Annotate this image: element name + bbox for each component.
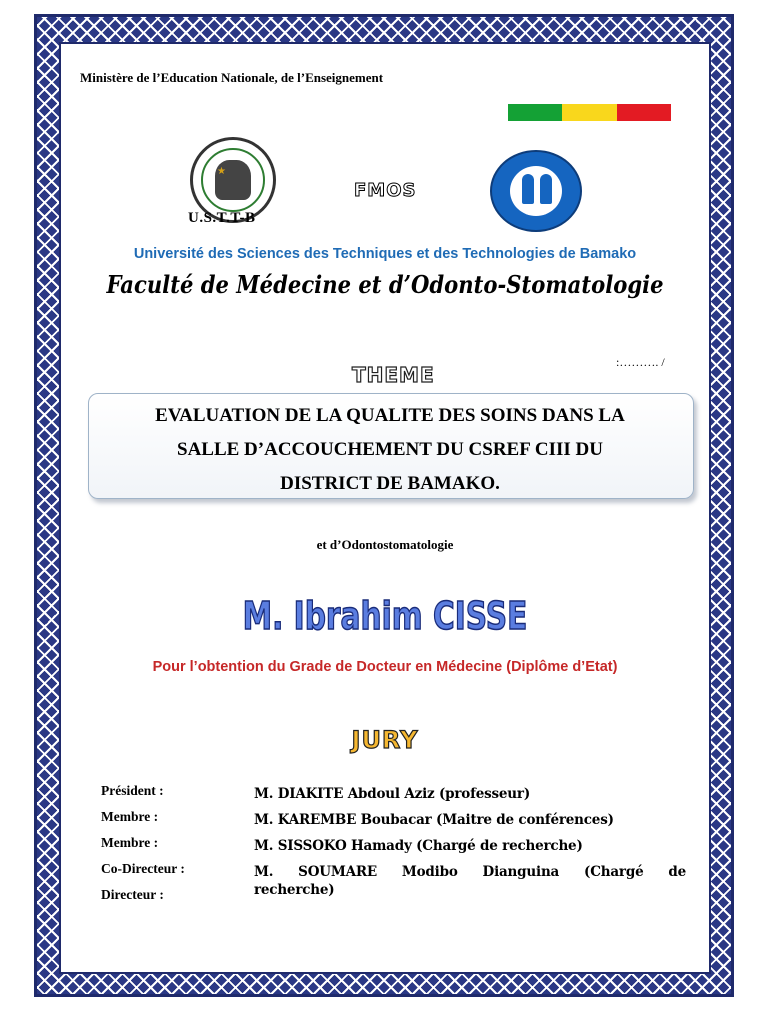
grade-line: Pour l’obtention du Grade de Docteur en Médecine (Diplôme d’Etat) — [152, 659, 618, 675]
jury-members — [254, 781, 686, 899]
reference-dots: :………. / — [616, 355, 665, 369]
flag-stripe-red — [617, 104, 671, 121]
theme-line: DISTRICT DE BAMAKO. — [280, 473, 500, 494]
usttb-seal-icon: ★ — [190, 137, 276, 223]
jury-roles — [101, 778, 185, 908]
jury-role: Président : — [101, 783, 164, 798]
jury-member: M. SISSOKO Hamady (Chargé de recherche) — [254, 838, 583, 854]
jury-member: M. DIAKITE Abdoul Aziz (professeur) — [254, 786, 531, 802]
jury-member: M. SOUMARE Modibo Dianguina (Chargé de — [254, 864, 686, 880]
theme-heading: THEME — [352, 363, 435, 387]
ministry-line: Ministère de l’Education Nationale, de l’Enseignement — [80, 70, 384, 85]
theme-title — [100, 399, 680, 501]
jury-heading: JURY — [351, 726, 419, 754]
usttb-label: U.S.T.T-B — [188, 210, 256, 226]
faculty-name: Faculté de Médecine et d’Odonto-Stomatologie — [106, 270, 664, 299]
jury-role: Co-Directeur : — [101, 861, 185, 876]
flag-stripe-green — [508, 104, 562, 121]
theme-line: SALLE D’ACCOUCHEMENT DU CSREF CIII DU — [177, 439, 603, 460]
university-name: Université des Sciences des Techniques et des Technologies de Bamako — [133, 246, 637, 262]
subtitle: et d’Odontostomatologie — [316, 537, 454, 552]
jury-role: Membre : — [101, 835, 159, 850]
theme-line: EVALUATION DE LA QUALITE DES SOINS DANS LA — [155, 405, 625, 426]
jury-member: M. KAREMBE Boubacar (Maitre de conférences) — [254, 812, 614, 828]
fmos-seal-icon — [490, 150, 582, 232]
jury-role: Membre : — [101, 809, 159, 824]
flag-stripe-yellow — [562, 104, 616, 121]
mali-flag — [508, 104, 671, 121]
jury-member-continuation: recherche) — [254, 882, 335, 898]
fmos-label: FMOS — [354, 180, 417, 201]
author-name: M. Ibrahim CISSE — [242, 594, 528, 638]
jury-role: Directeur : — [101, 887, 164, 902]
